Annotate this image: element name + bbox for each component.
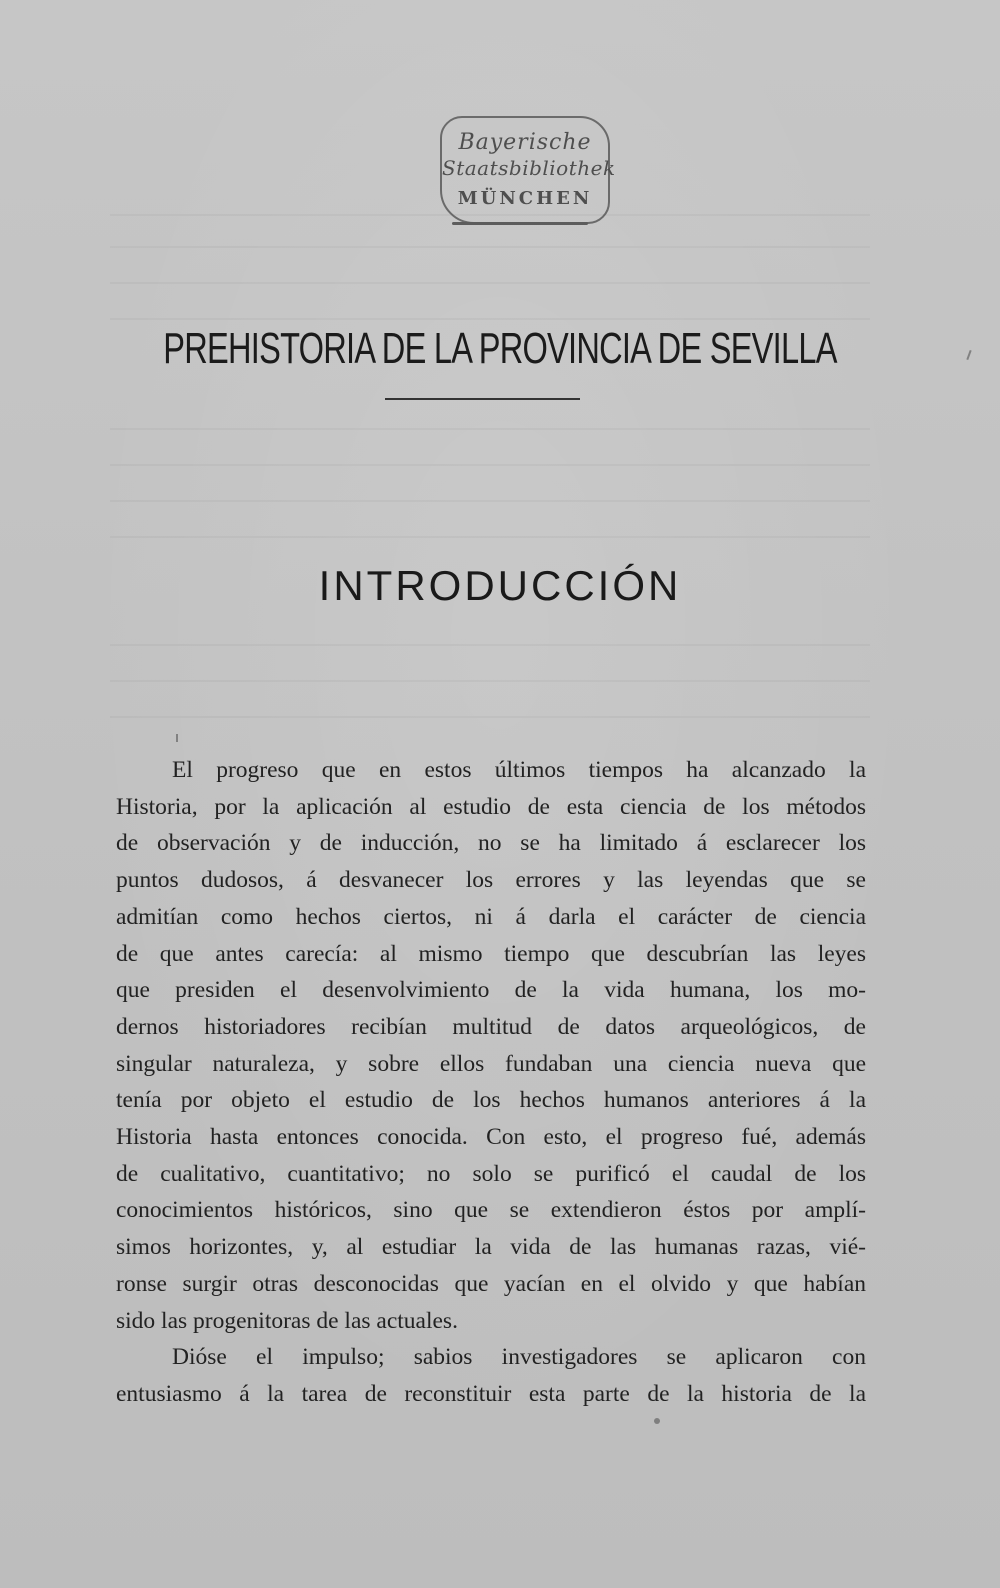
bleed-through-line [110,464,870,466]
scan-speck [966,350,971,360]
text-line: que presiden el desenvolvimiento de la vida humana, los mo- [116,977,866,1004]
text-line: de cualitativo, cuantitativo; no solo se purificó el caudal de los [116,1160,866,1187]
bleed-through-line [110,500,870,502]
text-line: ronse surgir otras desconocidas que yacían en el olvido y que habían [116,1270,866,1297]
stamp-line-1: Bayerische [458,130,592,155]
text-line: Historia hasta entonces conocida. Con esto, el progreso fué, además [116,1124,866,1151]
body-paragraphs [116,752,866,1413]
text-line: Historia, por la aplicación al estudio de esta ciencia de los métodos [116,793,866,820]
bleed-through-line [110,680,870,682]
page-title: PREHISTORIA DE LA PROVINCIA DE SEVILLA [163,324,837,373]
scan-speck [654,1418,660,1424]
section-heading: INTRODUCCIÓN [318,562,682,609]
text-line: conocimientos históricos, sino que se extendieron éstos por amplí- [116,1197,866,1224]
text-line: Dióse el impulso; sabios investigadores se aplicaron con [172,1344,866,1371]
bleed-through-line [110,536,870,538]
bleed-through-line [110,716,870,718]
text-line: sido las progenitoras de las actuales. [116,1307,458,1334]
bleed-through-line [110,282,870,284]
bleed-through-line [110,318,870,320]
stamp-underline [452,222,588,225]
text-line: tenía por objeto el estudio de los hechos humanos anteriores á la [116,1087,866,1114]
title-divider [385,398,580,400]
text-line: de observación y de inducción, no se ha limitado á esclarecer los [116,830,866,857]
text-line: entusiasmo á la tarea de reconstituir esta parte de la historia de la [116,1380,866,1407]
stamp-line-2: Staatsbibliothek [442,156,616,180]
stamp-line-3: MÜNCHEN [457,188,593,209]
text-line: puntos dudosos, á desvanecer los errores y las leyendas que se [116,867,866,894]
bleed-through-line [110,246,870,248]
text-line: singular naturaleza, y sobre ellos fundaban una ciencia nueva que [116,1050,866,1077]
text-line: de que antes carecía: al mismo tiempo que descubrían las leyes [116,940,866,967]
text-line: dernos historiadores recibían multitud de datos arqueológicos, de [116,1013,866,1040]
text-line: El progreso que en estos últimos tiempos ha alcanzado la [172,757,866,783]
bleed-through-line [110,428,870,430]
text-line: admitían como hechos ciertos, ni á darla el carácter de ciencia [116,903,866,930]
text-line: simos horizontes, y, al estudiar la vida de las humanas razas, vié- [116,1234,866,1261]
library-stamp [440,116,616,224]
scan-speck [176,734,178,742]
bleed-through-line [110,644,870,646]
